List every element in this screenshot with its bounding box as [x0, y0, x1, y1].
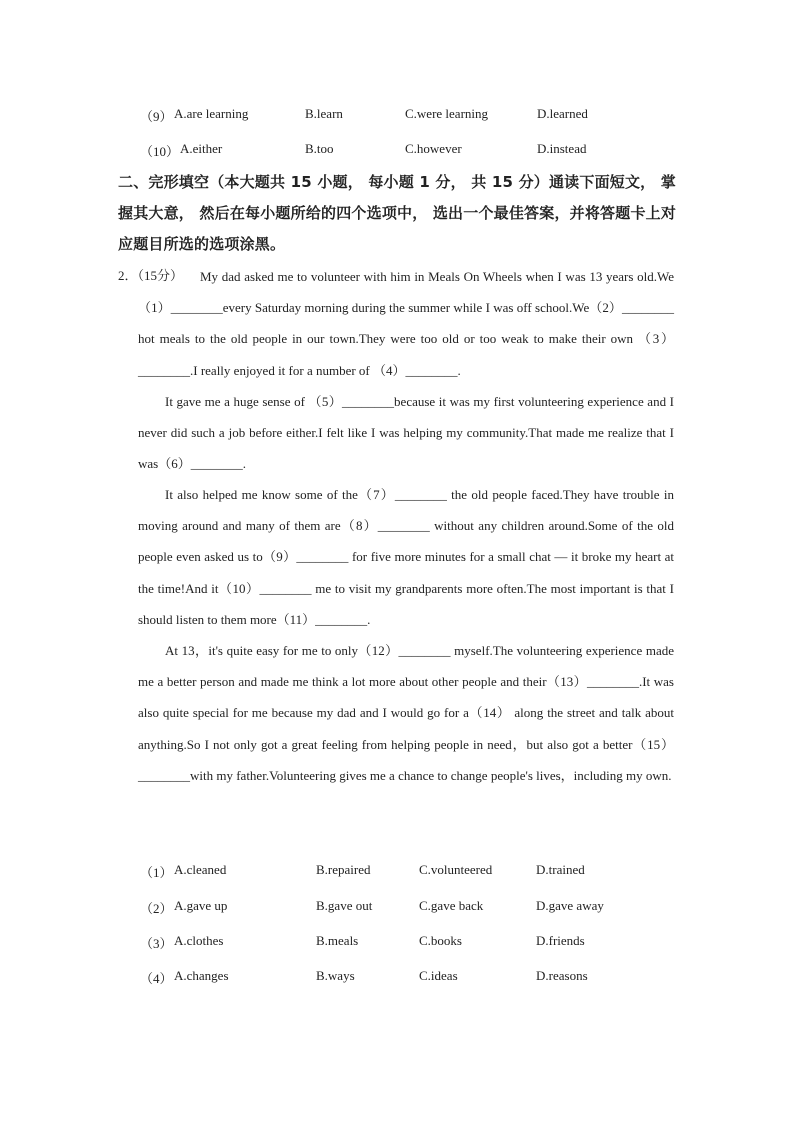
option-number: （1）: [140, 865, 173, 880]
option-a: A.are learning: [174, 106, 249, 121]
option-c: C.however: [405, 141, 462, 156]
passage-paragraph-1: My dad asked me to volunteer with him in Meals On Wheels when I was 13 years old.We（1）________every Saturday morning during the summer while I was off school.We（2）________ hot meals to the old people in our town.They were too old or too weak to make their own （3）________.I really enjoyed it for a number of （4）________.: [138, 269, 674, 378]
paragraph-text: At 13，it's quite easy for me to only（12）________ myself.The volunteering experience made me a better person and made me think a lot more about other people and their（13）________.It was also quite special for me because my dad and I would go for a（14） along the street and talk about anything.So I not only got a great feeling from helping people in need，but also got a better（15）________with my father.Volunteering gives me a chance to change people's lives，including my own.: [138, 643, 674, 783]
passage-paragraph-2: [138, 386, 674, 480]
option-c: C.ideas: [419, 968, 458, 983]
option-a: A.cleaned: [174, 862, 227, 877]
option-c: C.volunteered: [419, 862, 493, 877]
option-a: A.clothes: [174, 933, 224, 948]
option-d: D.friends: [536, 933, 585, 948]
option-d: D.gave away: [536, 898, 604, 913]
option-a: A.changes: [174, 968, 229, 983]
option-b: B.learn: [305, 106, 343, 121]
option-b: B.ways: [316, 968, 355, 983]
passage-paragraph-3: [138, 479, 674, 635]
passage-paragraph-4: [138, 635, 674, 791]
option-d: D.instead: [537, 141, 587, 156]
option-row-9: [0, 106, 794, 126]
option-row-3: [0, 933, 794, 953]
option-c: C.gave back: [419, 898, 484, 913]
option-c: C.books: [419, 933, 462, 948]
option-number: （10）: [140, 144, 180, 159]
option-b: B.meals: [316, 933, 359, 948]
option-d: D.reasons: [536, 968, 588, 983]
option-d: D.trained: [536, 862, 585, 877]
paragraph-text: It gave me a huge sense of （5）________because it was my first volunteering experience and I never did such a job before either.I felt like I was helping my community.That made me realize that I was（6）________.: [138, 394, 674, 472]
option-row-2: [0, 898, 794, 918]
question-score: （15分）: [137, 268, 184, 283]
option-a: A.either: [180, 141, 223, 156]
question-index: 2．: [118, 268, 138, 283]
option-number: （3）: [140, 936, 173, 951]
option-row-1: [0, 862, 794, 882]
paragraph-text: It also helped me know some of the（7）________ the old people faced.They have trouble in moving around and many of them are（8）________ without any children around.Some of the old people even asked us to（9）________ for five more minutes for a small chat — it broke my heart at the time!And it（10）________ me to visit my grandparents more often.The most important is that I should listen to them more（11）________.: [138, 487, 674, 627]
option-number: （4）: [140, 971, 173, 986]
option-a: A.gave up: [174, 898, 228, 913]
option-b: B.gave out: [316, 898, 373, 913]
option-number: （2）: [140, 901, 173, 916]
section-heading: 二、完形填空（本大题共 15 小题， 每小题 1 分， 共 15 分）通读下面短文， 掌握其大意， 然后在每小题所给的四个选项中， 选出一个最佳答案，并将答题卡上对应题目所选的选项涂黑。: [118, 173, 677, 253]
option-b: B.repaired: [316, 862, 371, 877]
option-row-10: [0, 141, 794, 161]
option-row-4: [0, 968, 794, 988]
option-d: D.learned: [537, 106, 588, 121]
option-number: （9）: [140, 109, 173, 124]
option-b: B.too: [305, 141, 334, 156]
option-c: C.were learning: [405, 106, 489, 121]
